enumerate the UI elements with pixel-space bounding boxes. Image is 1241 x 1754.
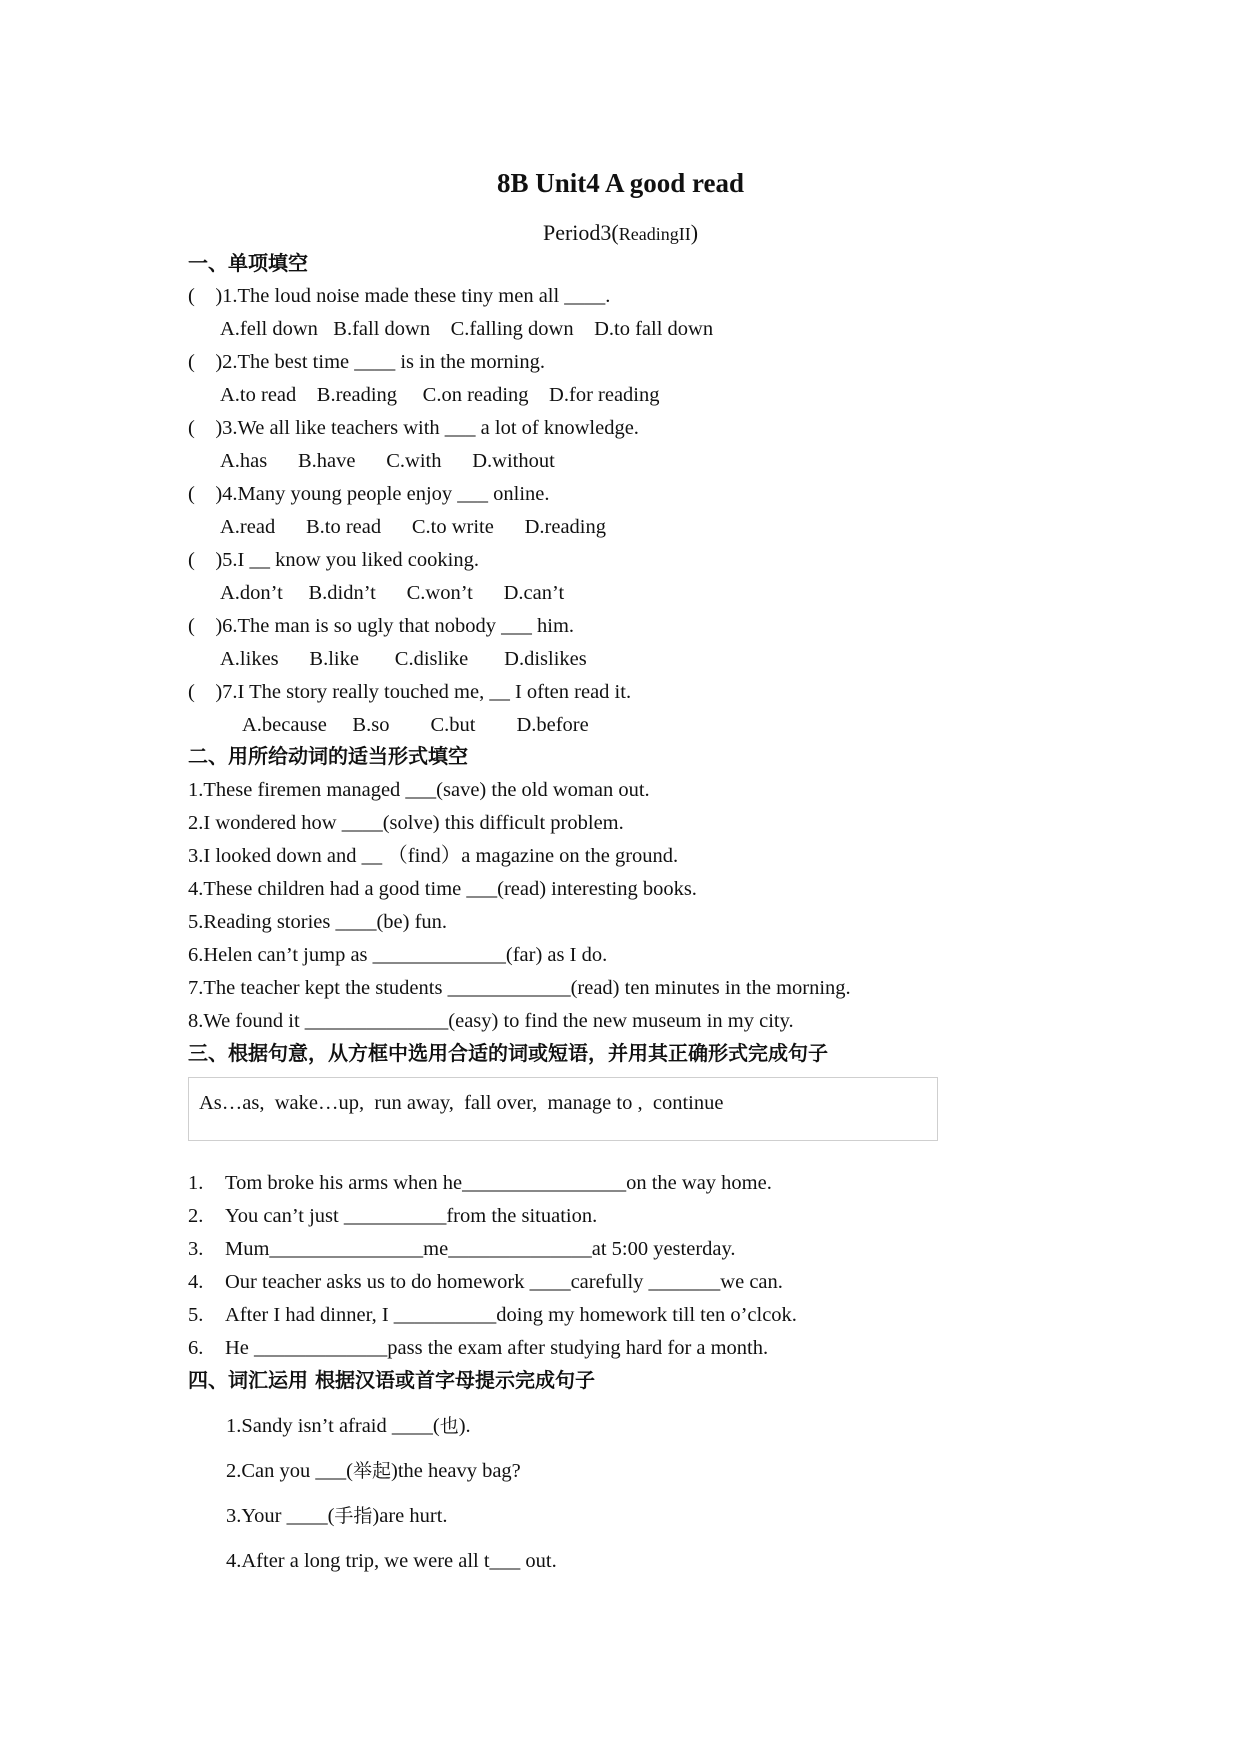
s1-q4: ( )4.Many young people enjoy ___ online. xyxy=(188,483,550,505)
s4-item-4 xyxy=(226,1551,557,1572)
s4-item-3-pre: 3.Your ____( xyxy=(226,1505,335,1527)
s2-item-8: 8.We found it ______________(easy) to find the new museum in my city. xyxy=(188,1010,794,1032)
s2-item-6: 6.Helen can’t jump as _____________(far) as I do. xyxy=(188,944,608,966)
s3-item-2-num: 2. xyxy=(188,1205,204,1227)
s3-item-6-text: He _____________pass the exam after studying hard for a month. xyxy=(225,1337,769,1359)
subtitle-small: ReadingII xyxy=(618,224,691,244)
s1-q2: ( )2.The best time ____ is in the morning. xyxy=(188,351,545,373)
s4-item-2-post: )the heavy bag? xyxy=(391,1460,521,1482)
s1-q4-options: A.read B.to read C.to write D.reading xyxy=(220,516,606,538)
page-subtitle xyxy=(0,222,1241,244)
section3-heading: 三、根据句意，从方框中选用合适的词或短语，并用其正确形式完成句子 xyxy=(188,1041,828,1065)
s4-item-2-hint: 举起 xyxy=(352,1460,391,1482)
s4-item-3-post: )are hurt. xyxy=(372,1505,448,1527)
s2-item-4: 4.These children had a good time ___(read) interesting books. xyxy=(188,878,697,900)
s1-q3-options: A.has B.have C.with D.without xyxy=(220,450,555,472)
s4-item-2-pre: 2.Can you ___( xyxy=(226,1460,353,1482)
section2-heading: 二、用所给动词的适当形式填空 xyxy=(188,744,468,768)
s1-q1: ( )1.The loud noise made these tiny men all ____. xyxy=(188,285,611,307)
s1-q7-options: A.because B.so C.but D.before xyxy=(242,714,589,736)
s1-q5: ( )5.I __ know you liked cooking. xyxy=(188,549,479,571)
subtitle-close: ) xyxy=(690,220,699,245)
s3-item-5-text: After I had dinner, I __________doing my homework till ten o’clcok. xyxy=(225,1304,797,1326)
s3-item-4-num: 4. xyxy=(188,1271,204,1293)
section4-heading: 四、词汇运用 根据汉语或首字母提示完成句子 xyxy=(188,1368,595,1392)
s1-q6: ( )6.The man is so ugly that nobody ___ him. xyxy=(188,615,575,637)
s1-q3: ( )3.We all like teachers with ___ a lot of knowledge. xyxy=(188,417,639,439)
s3-item-3-num: 3. xyxy=(188,1238,204,1260)
s1-q7: ( )7.I The story really touched me, __ I often read it. xyxy=(188,681,632,703)
s3-item-2-text: You can’t just __________from the situation. xyxy=(225,1205,598,1227)
s1-q5-options: A.don’t B.didn’t C.won’t D.can’t xyxy=(220,582,565,604)
s3-item-3-text: Mum_______________me______________at 5:00 yesterday. xyxy=(225,1238,736,1260)
s4-item-1-post: ). xyxy=(458,1415,471,1437)
subtitle-main: Period3( xyxy=(542,220,619,245)
word-box-text: As…as, wake…up, run away, fall over, manage to , continue xyxy=(199,1092,724,1114)
s3-item-3 xyxy=(188,1239,736,1260)
s3-item-4-text: Our teacher asks us to do homework ____carefully _______we can. xyxy=(225,1271,783,1293)
s3-item-6-num: 6. xyxy=(188,1337,204,1359)
page-title: 8B Unit4 A good read xyxy=(496,168,745,198)
s3-item-4 xyxy=(188,1272,783,1293)
s3-item-1 xyxy=(188,1173,772,1194)
s1-q1-options: A.fell down B.fall down C.falling down D.to fall down xyxy=(220,318,714,340)
s3-item-2 xyxy=(188,1206,597,1227)
s1-q6-options: A.likes B.like C.dislike D.dislikes xyxy=(220,648,587,670)
s3-item-1-num: 1. xyxy=(188,1172,204,1194)
s4-item-4-pre: 4.After a long trip, we were all t___ out. xyxy=(226,1550,557,1572)
s2-item-1: 1.These firemen managed ___(save) the old woman out. xyxy=(188,779,650,801)
word-box xyxy=(188,1077,938,1141)
s3-item-6 xyxy=(188,1338,768,1359)
s1-q2-options: A.to read B.reading C.on reading D.for reading xyxy=(220,384,660,406)
s4-item-2 xyxy=(226,1461,521,1482)
section1-heading: 一、单项填空 xyxy=(188,251,308,275)
s2-item-2: 2.I wondered how ____(solve) this difficult problem. xyxy=(188,812,624,834)
s4-item-1-hint: 也 xyxy=(439,1415,459,1437)
s3-item-5 xyxy=(188,1305,797,1326)
s2-item-5: 5.Reading stories ____(be) fun. xyxy=(188,911,448,933)
s2-item-3: 3.I looked down and __ （find）a magazine on the ground. xyxy=(188,845,679,867)
s3-item-5-num: 5. xyxy=(188,1304,204,1326)
s4-item-1 xyxy=(226,1416,471,1437)
s4-item-3 xyxy=(226,1506,448,1527)
s4-item-3-hint: 手指 xyxy=(334,1505,373,1527)
s3-item-1-text: Tom broke his arms when he________________on the way home. xyxy=(225,1172,772,1194)
s4-item-1-pre: 1.Sandy isn’t afraid ____( xyxy=(226,1415,440,1437)
s2-item-7: 7.The teacher kept the students ____________(read) ten minutes in the morning. xyxy=(188,977,851,999)
